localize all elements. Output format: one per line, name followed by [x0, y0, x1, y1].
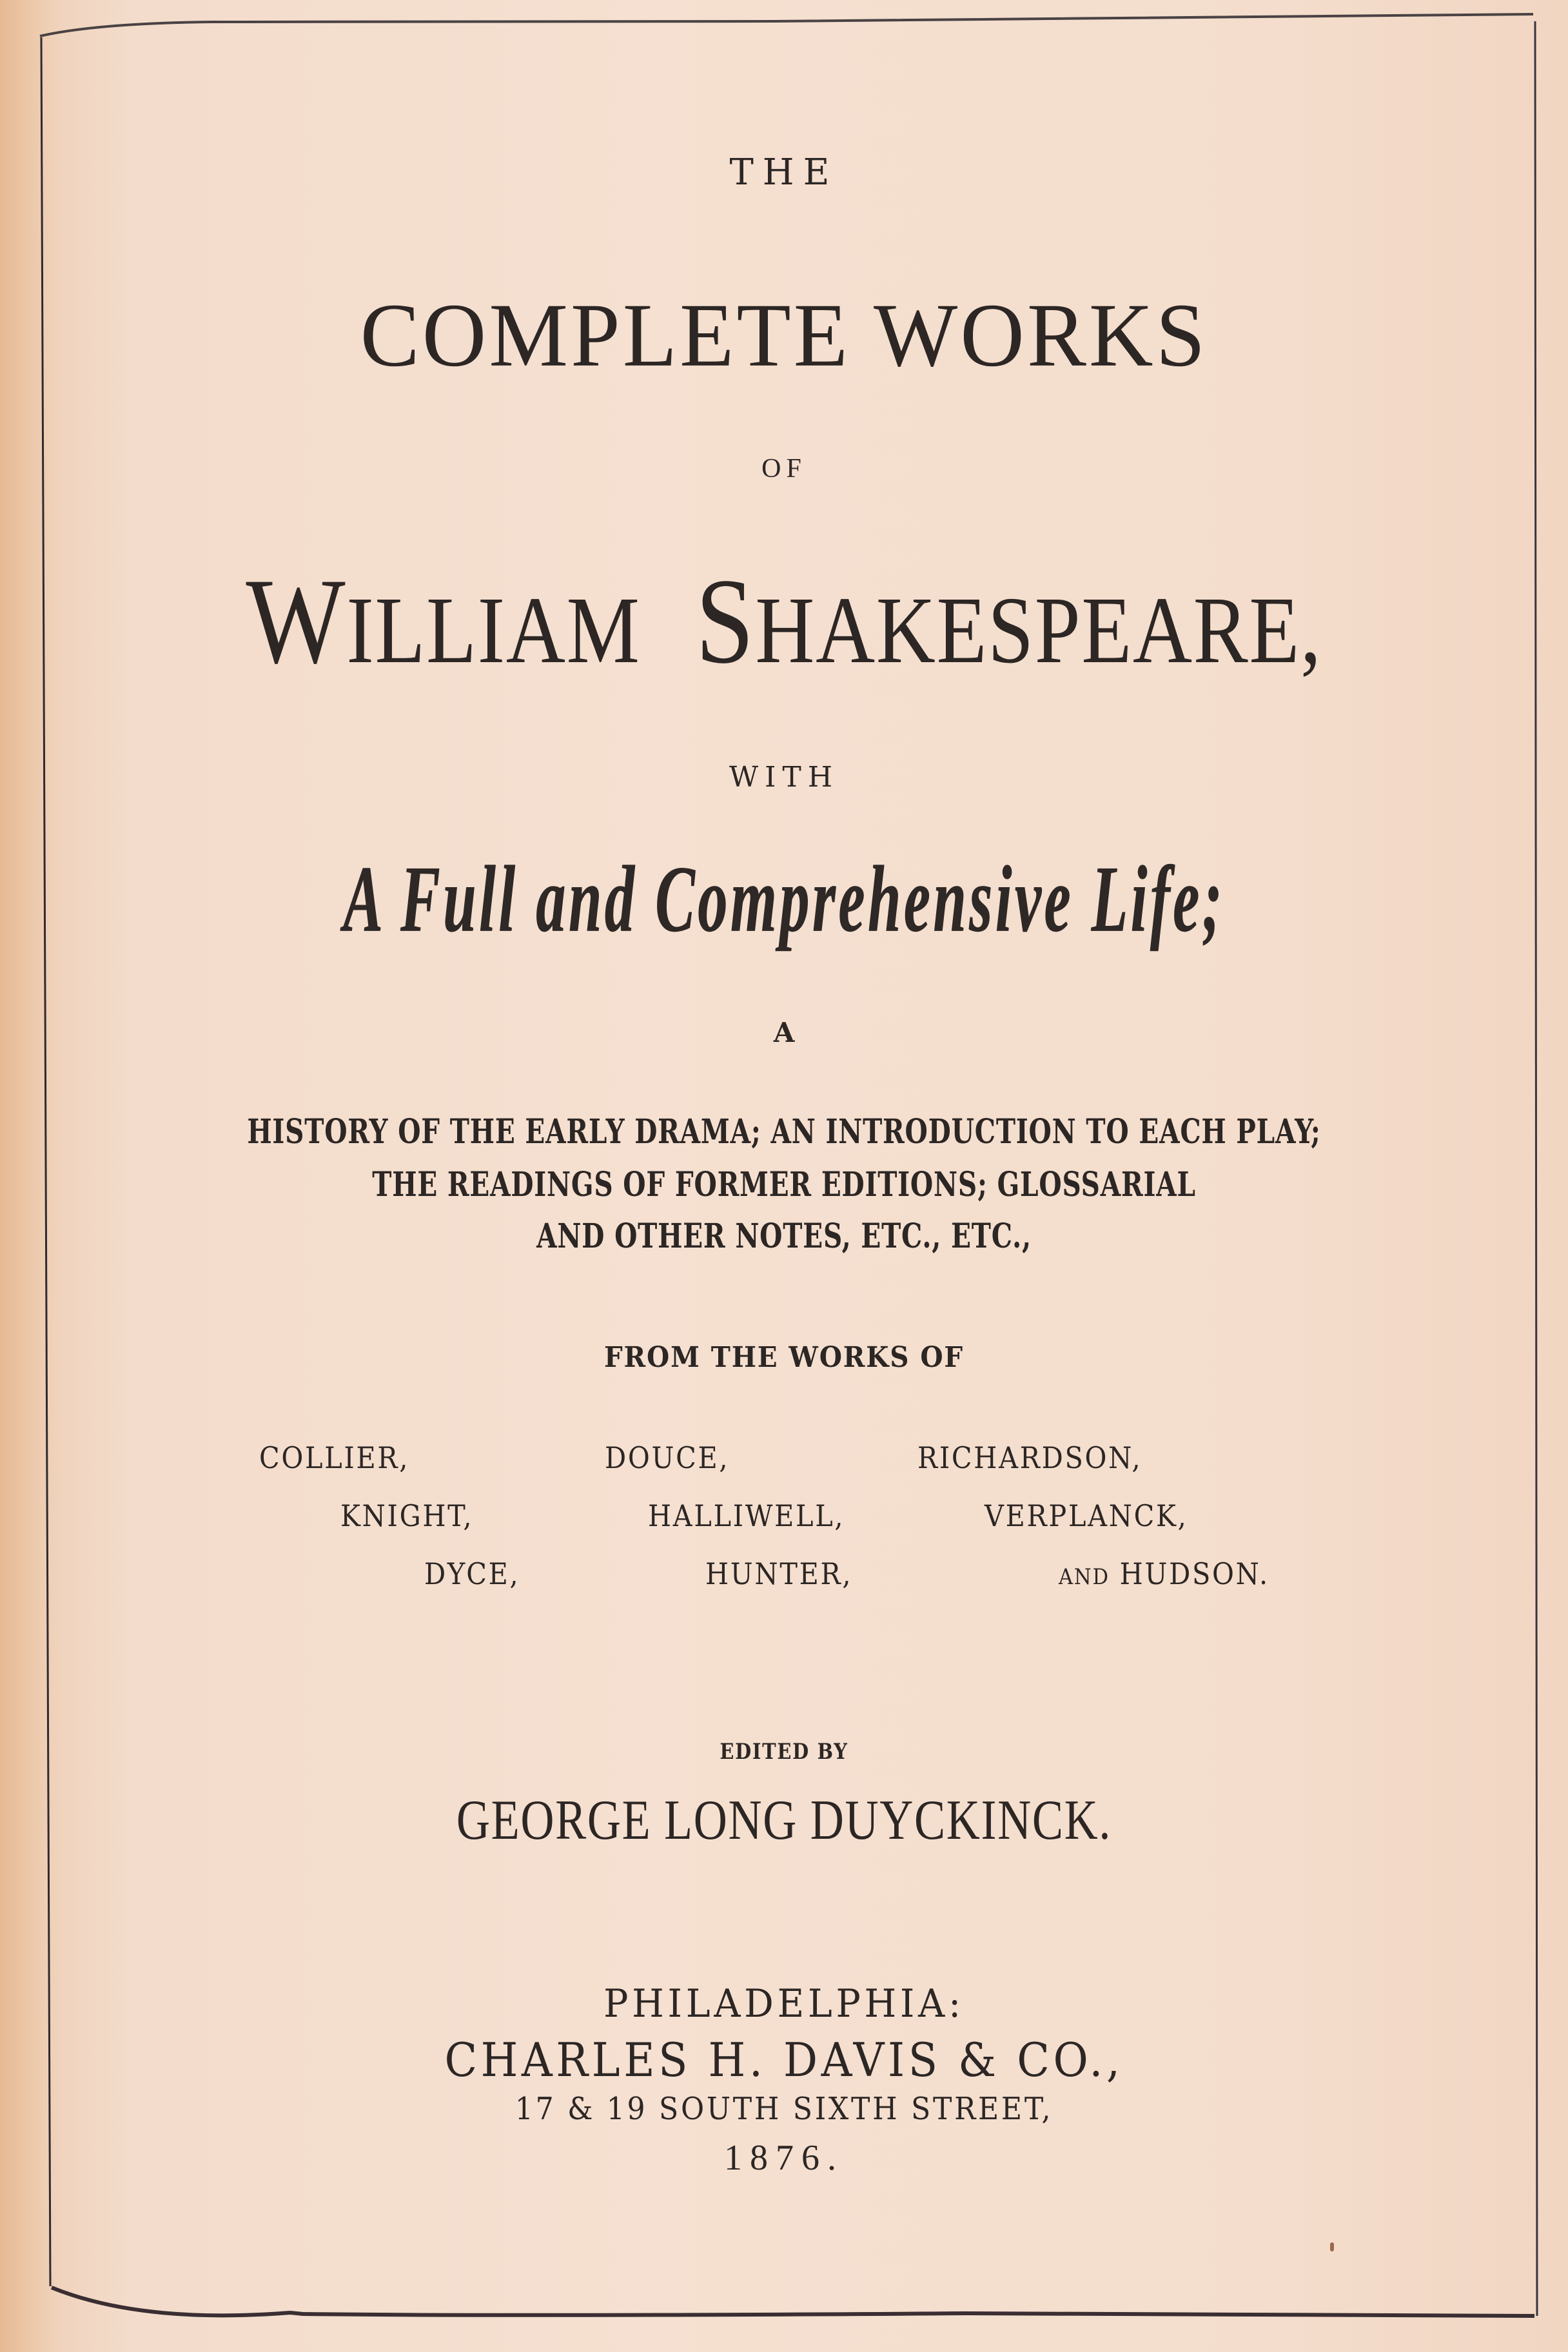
editor-name: GEORGE LONG DUYCKINCK.: [456, 1789, 1112, 1852]
title-complete-works: COMPLETE WORKS: [360, 284, 1208, 386]
source-name-hunter: HUNTER,: [705, 1556, 853, 1591]
source-name-knight: KNIGHT,: [340, 1498, 474, 1533]
source-name-douce: DOUCE,: [605, 1440, 730, 1475]
author-first-rest: ILLIAM: [346, 578, 641, 683]
imprint-address: 17 & 19 SOUTH SIXTH STREET,: [514, 2091, 1054, 2127]
and-prefix: AND: [1059, 1564, 1110, 1590]
source-name-collier: COLLIER,: [259, 1440, 410, 1475]
imprint-year: 1876.: [724, 2138, 844, 2178]
imprint-publisher: CHARLES H. DAVIS & CO.,: [444, 2033, 1124, 2087]
author-last-rest: HAKESPEARE,: [755, 578, 1322, 683]
subtitle-a: A: [773, 1017, 795, 1048]
source-name-hudson-group: [1059, 1556, 1269, 1591]
subtitle-with: WITH: [729, 761, 839, 794]
author-first-initial: W: [246, 554, 347, 689]
source-name-verplanck: VERPLANCK,: [985, 1498, 1188, 1533]
description-line-2: THE READINGS OF FORMER EDITIONS; GLOSSARIAL: [372, 1165, 1196, 1204]
paper-speck: [1330, 2242, 1334, 2251]
source-name-richardson: RICHARDSON,: [917, 1440, 1142, 1475]
source-name-hudson: HUDSON.: [1119, 1556, 1269, 1591]
description-line-1: HISTORY OF THE EARLY DRAMA; AN INTRODUCTION TO EACH PLAY;: [247, 1112, 1321, 1152]
blackletter-subtitle: A Full and Comprehensive Life;: [343, 846, 1225, 952]
source-name-halliwell: HALLIWELL,: [648, 1498, 845, 1533]
edited-by-label: EDITED BY: [720, 1739, 848, 1765]
source-name-dyce: DYCE,: [424, 1556, 520, 1591]
imprint-city: PHILADELPHIA:: [603, 1981, 965, 2026]
description-line-3: AND OTHER NOTES, ETC., ETC.,: [536, 1217, 1032, 1256]
author-name: [110, 551, 1458, 692]
title-of: OF: [761, 454, 807, 484]
title-the: THE: [729, 152, 839, 193]
author-last-initial: S: [695, 554, 756, 689]
sources-heading: FROM THE WORKS OF: [603, 1341, 965, 1374]
